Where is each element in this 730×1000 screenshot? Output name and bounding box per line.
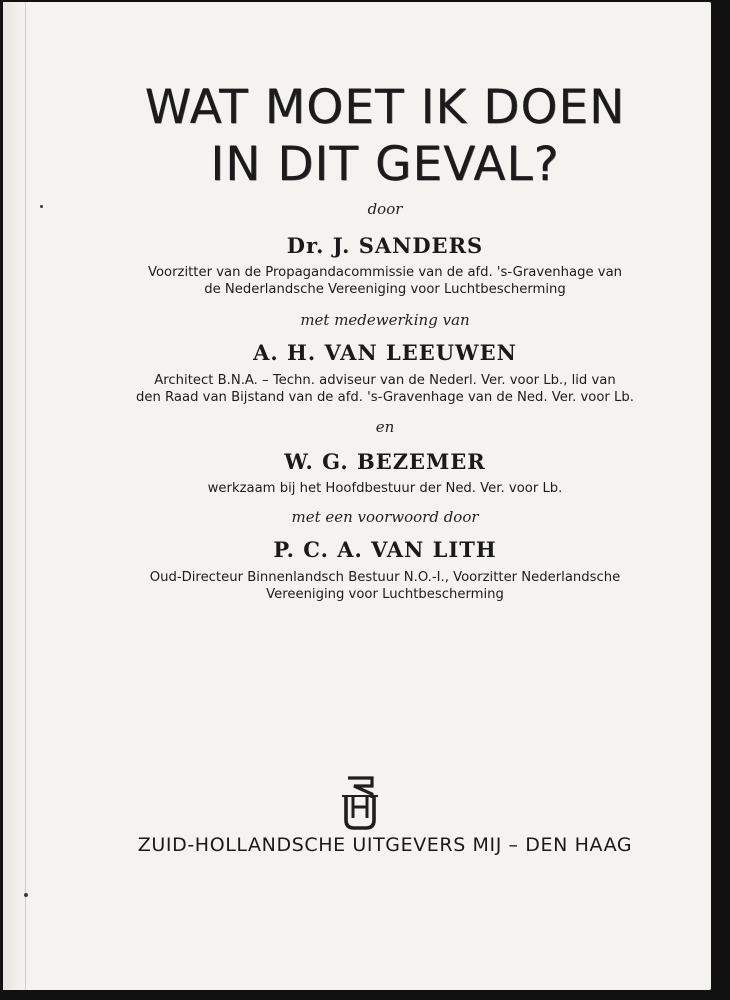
paper-speck [40,205,43,208]
title-line-2: IN DIT GEVAL? [210,137,560,192]
author-desc-line-1: Voorzitter van de Propagandacommissie van de afd. 's-Gravenhage van [147,265,623,280]
collaborator-2-name: W. G. BEZEMER [284,449,486,474]
author-name: Dr. J. SANDERS [286,233,484,258]
author-desc-line-2: de Nederlandsche Vereeniging voor Luchtbescherming [204,282,566,297]
collab-label: met medewerking van [300,311,470,329]
collaborator-1-desc-line-2: den Raad van Bijstand van de afd. 's-Gravenhage van de Ned. Ver. voor Lb. [136,390,634,405]
by-label: door [367,200,403,218]
page-gutter [3,2,26,990]
zhu-monogram-icon [340,776,380,832]
foreword-author-name: P. C. A. VAN LITH [273,537,497,562]
paper-speck [24,893,28,897]
foreword-author-desc-line-1: Oud-Directeur Binnenlandsch Bestuur N.O.-I., Voorzitter Nederlandsche [149,570,621,585]
foreword-author-desc-line-2: Vereeniging voor Luchtbescherming [266,587,504,602]
collaborator-1-name: A. H. VAN LEEUWEN [253,340,517,365]
collaborator-2-desc-line-1: werkzaam bij het Hoofdbestuur der Ned. Ver. voor Lb. [207,481,563,496]
title-line-1: WAT MOET IK DOEN [144,80,626,135]
foreword-label: met een voorwoord door [291,508,479,526]
and-label: en [375,418,395,436]
collaborator-1-desc-line-1: Architect B.N.A. – Techn. adviseur van de Nederl. Ver. voor Lb., lid van [154,373,616,388]
publisher-imprint: ZUID-HOLLANDSCHE UITGEVERS MIJ – DEN HAAG [137,834,633,856]
